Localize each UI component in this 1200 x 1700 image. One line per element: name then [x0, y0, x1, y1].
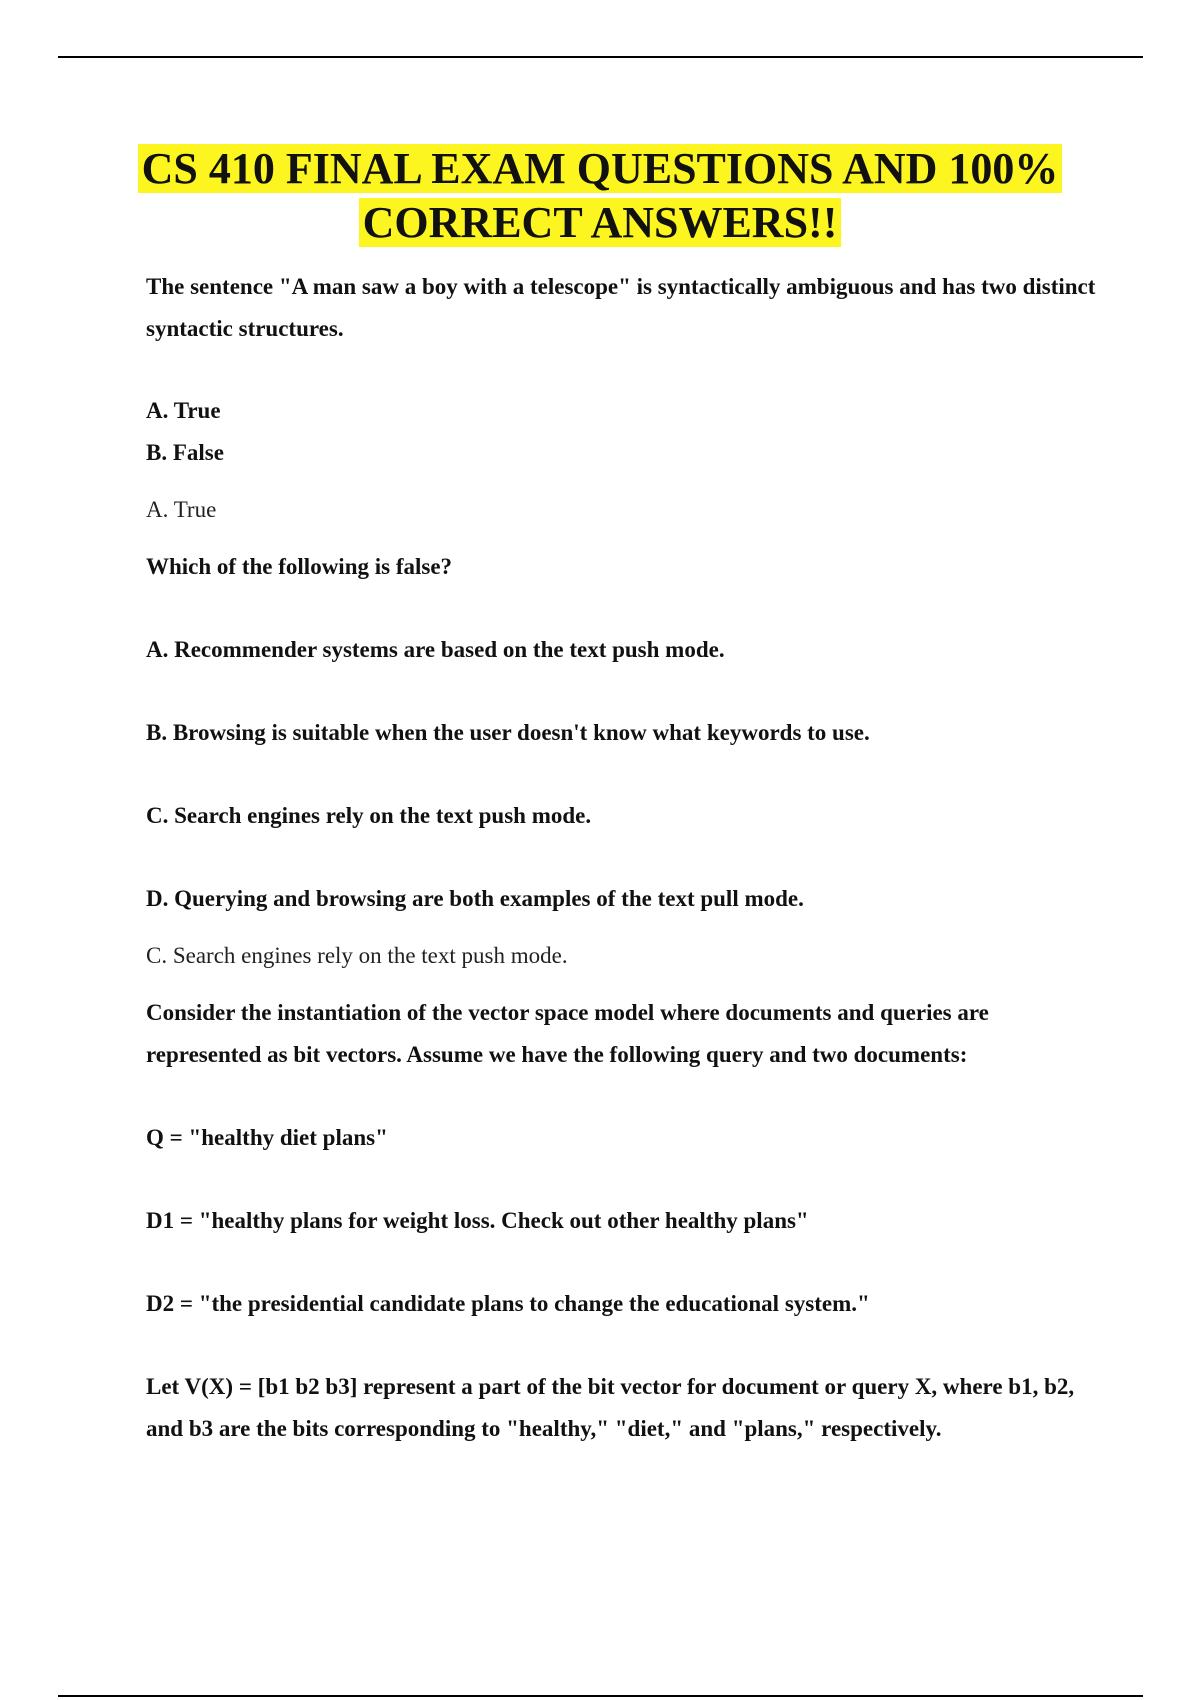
q2-question: Which of the following is false?: [146, 554, 453, 579]
q3-document-2: D2 = "the presidential candidate plans to change the educational system.": [146, 1291, 870, 1316]
q2-answer: C. Search engines rely on the text push mode.: [146, 943, 568, 968]
q3-bit-vector-definition: Let V(X) = [b1 b2 b3] represent a part of the bit vector for document or query X, where b1, b2, and b3 are the bits corresponding to "healthy," "diet," and "plans," respectively.: [146, 1374, 1075, 1441]
q3-document-1: D1 = "healthy plans for weight loss. Check out other healthy plans": [146, 1208, 809, 1233]
q1-question: The sentence "A man saw a boy with a telescope" is syntactically ambiguous and has two distinct syntactic structures.: [146, 274, 1096, 341]
q1-option-a: A. True: [146, 398, 221, 423]
q2-option-d: D. Querying and browsing are both examples of the text pull mode.: [146, 886, 804, 911]
q1-option-b: B. False: [146, 440, 224, 465]
q3-query: Q = "healthy diet plans": [146, 1125, 388, 1150]
title-line-2: CORRECT ANSWERS!!: [359, 198, 842, 247]
document-body: [146, 266, 1096, 1450]
q2-option-b: B. Browsing is suitable when the user doesn't know what keywords to use.: [146, 720, 870, 745]
q3-question: Consider the instantiation of the vector space model where documents and queries are represented as bit vectors. Assume we have the following query and two documents:: [146, 1000, 989, 1067]
q1-answer: A. True: [146, 497, 217, 522]
title-line-1: CS 410 FINAL EXAM QUESTIONS AND 100%: [138, 144, 1063, 193]
bottom-rule: [58, 1695, 1143, 1697]
document-title: [0, 142, 1200, 250]
top-rule: [58, 56, 1143, 58]
q2-option-c: C. Search engines rely on the text push mode.: [146, 803, 592, 828]
q2-option-a: A. Recommender systems are based on the text push mode.: [146, 637, 725, 662]
